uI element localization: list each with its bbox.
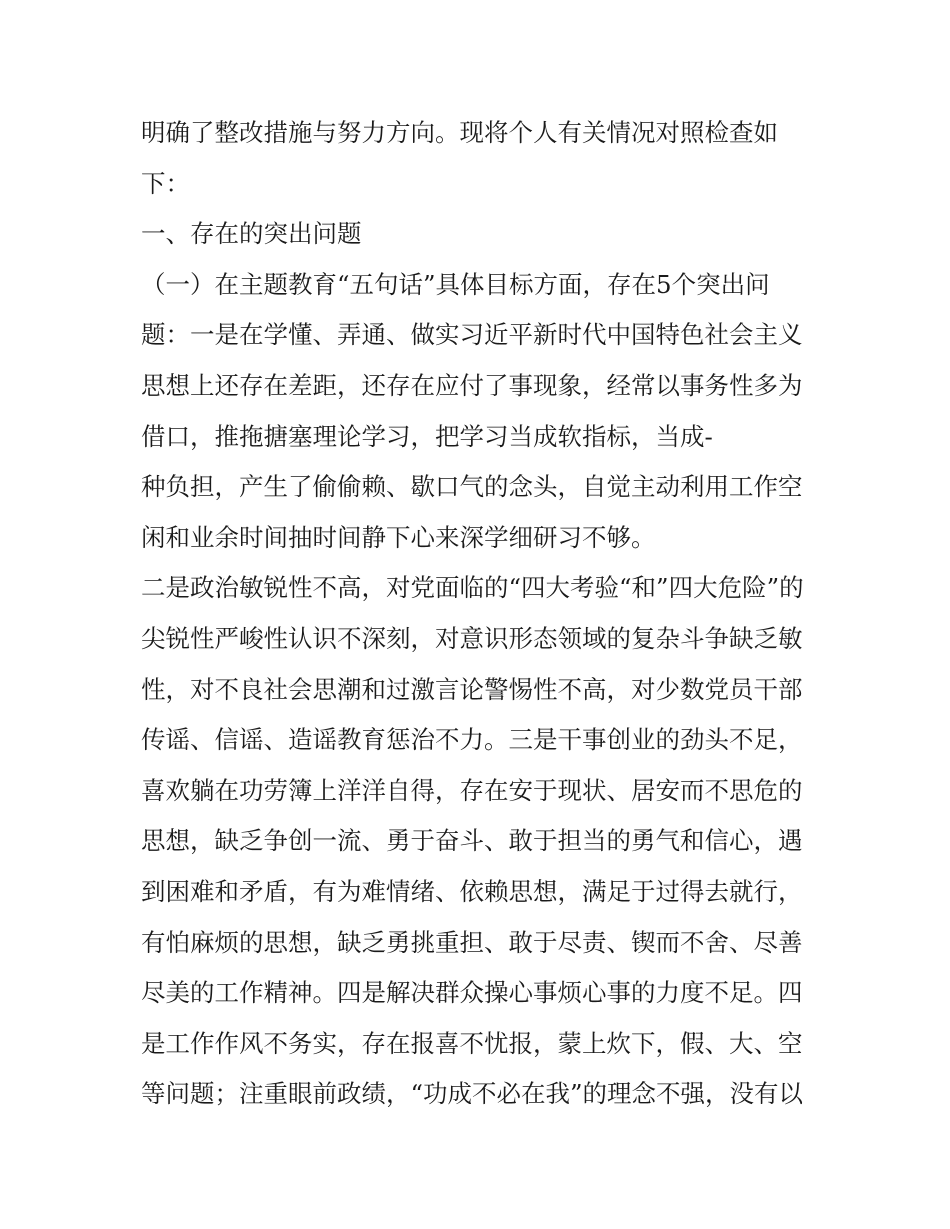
text-line: 二是政治敏锐性不高，对党面临的“四大考验“和”四大危险”的 xyxy=(141,573,804,603)
text-line: （一）在主题教育“五句话”具体目标方面，存在5个突出问 xyxy=(141,269,770,299)
text-line: 思想，缺乏争创一流、勇于奋斗、敢于担当的勇气和信心，遇 xyxy=(141,826,803,856)
text-line: 喜欢躺在功劳簿上洋洋自得，存在安于现状、居安而不思危的 xyxy=(141,775,803,805)
text-line: 有怕麻烦的思想，缺乏勇挑重担、敢于尽责、锲而不舍、尽善 xyxy=(141,927,803,957)
text-line: 题：一是在学懂、弄通、做实习近平新时代中国特色社会主义 xyxy=(141,320,803,350)
text-line: 种负担，产生了偷偷赖、歇口气的念头，自觉主动利用工作空 xyxy=(141,472,803,502)
text-line: 思想上还存在差距，还存在应付了事现象，经常以事务性多为 xyxy=(141,370,803,400)
text-line: 尽美的工作精神。四是解决群众操心事烦心事的力度不足。四 xyxy=(141,978,803,1008)
section-heading: 一、存在的突出问题 xyxy=(141,219,362,249)
text-line: 到困难和矛盾，有为难情绪、依赖思想，满足于过得去就行， xyxy=(141,876,803,906)
text-line: 尖锐性严峻性认识不深刻，对意识形态领域的复杂斗争缺乏敏 xyxy=(141,623,803,653)
text-line: 闲和业余时间抽时间静下心来深学细研习不够。 xyxy=(141,522,656,552)
text-line: 是工作作风不务实，存在报喜不忧报，蒙上炊下，假、大、空 xyxy=(141,1028,803,1058)
text-line: 借口，推拖搪塞理论学习，把学习当成软指标，当成- xyxy=(141,421,713,451)
text-line: 等问题；注重眼前政绩，“功成不必在我”的理念不强，没有以 xyxy=(141,1079,804,1109)
text-line: 下： xyxy=(141,168,190,198)
text-line: 性，对不良社会思潮和过激言论警惕性不高，对少数党员干部 xyxy=(141,674,803,704)
text-line: 传谣、信谣、造谣教育惩治不力。三是干事创业的劲头不足， xyxy=(141,725,803,755)
text-line: 明确了整改措施与努力方向。现将个人有关情况对照检查如 xyxy=(141,118,778,147)
document-body xyxy=(141,108,831,1120)
